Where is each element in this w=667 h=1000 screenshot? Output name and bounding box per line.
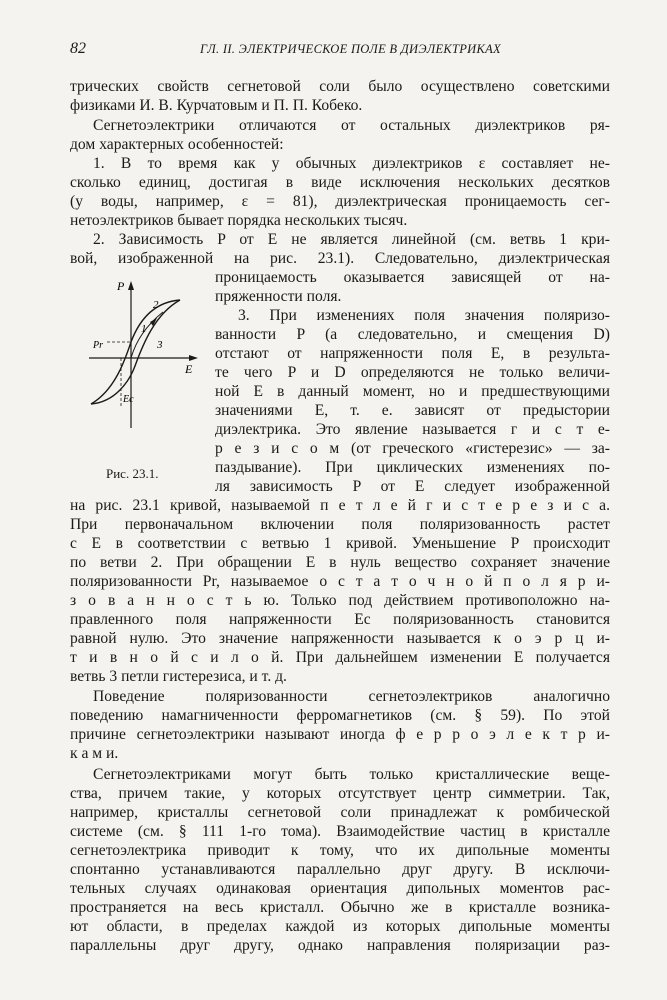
axis-y-label: P <box>117 279 125 293</box>
figure-caption: Рис. 23.1. <box>106 466 159 481</box>
text-line: Сегнетоэлектрики отличаются от остальных диэлектриков ря- <box>93 117 610 134</box>
text-line: поляризованности Pr, называемое о с т а т о ч н о й п о л я р и- <box>70 573 610 590</box>
text-line: з о в а н н о с т ь ю. Только под действием противоположно на- <box>70 592 610 609</box>
branch-1-label: 1 <box>141 323 147 335</box>
text-line: р е з и с о м (от греческого «гистерезис» — за- <box>215 440 610 457</box>
pr-label: Pr <box>93 340 103 351</box>
text-line: спонтанно устанавливаются параллельно друг другу. В исключи- <box>70 861 610 878</box>
text-line: правленного поля напряженности Ec поляризованность становится <box>70 611 610 628</box>
text-line: системе (см. § 111 1-го тома). Взаимодействие частиц в кристалле <box>70 823 610 840</box>
text-line: нетоэлектриков бывает порядка нескольких тысяч. <box>70 212 408 229</box>
text-line: тельных случаях одинаковая ориентация дипольных моментов рас- <box>70 880 610 897</box>
text-line: ля зависимость P от E следует изображенной <box>215 478 610 495</box>
branch-3-label: 3 <box>157 339 163 351</box>
text-line: ветвь 3 петли гистерезиса, и т. д. <box>70 668 287 685</box>
e-axis-arrow <box>189 355 198 361</box>
branch-2-curve <box>91 300 180 404</box>
text-line: (у воды, например, ε = 81), диэлектрическая проницаемость сег- <box>70 193 610 210</box>
text-line: вой, изображенной на рис. 23.1). Следовательно, диэлектрическая <box>70 250 610 267</box>
text-line: сегнетоэлектрика приводит к тому, что их дипольные моменты <box>70 842 610 859</box>
text-line: пряженности поля. <box>215 288 342 305</box>
text-line: отстают от напряженности поля E, в результа- <box>215 345 610 362</box>
text-line: на рис. 23.1 кривой, называемой п е т л е й г и с т е р е з и с а. <box>70 497 610 514</box>
text-line: трических свойств сегнетовой соли было осуществлено советскими <box>70 78 610 95</box>
p-axis-arrow <box>128 281 134 290</box>
text-line: диэлектрика. Это явление называется г и с т е- <box>215 421 610 438</box>
text-line: 1. В то время как у обычных диэлектриков ε составляет не- <box>93 155 610 172</box>
text-line: причине сегнетоэлектрики называют иногда ф е р р о э л е к т р и- <box>70 726 610 743</box>
text-line: 2. Зависимость P от E не является линейной (см. ветвь 1 кри- <box>93 231 610 248</box>
text-line: по ветви 2. При обращении E в нуль вещество сохраняет значение <box>70 554 610 571</box>
text-line: паздывание). При циклических изменениях по- <box>215 459 610 476</box>
text-line: ства, причем такие, у которых отсутствует центр симметрии. Так, <box>70 785 610 802</box>
text-line: ванности P (а следовательно, и смещения D) <box>215 326 610 343</box>
running-head: ГЛ. II. ЭЛЕКТРИЧЕСКОЕ ПОЛЕ В ДИЭЛЕКТРИКАХ <box>200 42 501 56</box>
text-line: с E в соответствии с ветвью 1 кривой. Уменьшение P происходит <box>70 535 610 552</box>
text-line: сколько единиц, достигая в виде исключения нескольких десятков <box>70 174 610 191</box>
text-line: параллельны друг другу, однако направления поляризации раз- <box>70 937 610 954</box>
ec-label: Ec <box>123 394 134 405</box>
text-line: Сегнетоэлектриками могут быть только кристаллические веще- <box>93 766 610 783</box>
text-line: те чего P и D определяются не только величи- <box>215 364 610 381</box>
text-line: ют области, в пределах каждой из которых дипольные моменты <box>70 918 610 935</box>
text-line: поведению намагниченности ферромагнетиков (см. § 59). По этой <box>70 707 610 724</box>
text-line: Поведение поляризованности сегнетоэлектриков аналогично <box>93 688 610 705</box>
text-line: ной E в данный момент, но и предшествующими <box>215 383 610 400</box>
text-line: При первоначальном включении поля поляризованность растет <box>70 516 610 533</box>
text-line: физиками И. В. Курчатовым и П. П. Кобеко. <box>70 97 363 114</box>
axis-x-label: E <box>185 362 193 376</box>
hysteresis-loop-figure <box>85 278 205 438</box>
page-header <box>70 40 610 60</box>
text-line: т и в н о й с и л о й. При дальнейшем изменении E получается <box>70 649 610 666</box>
text-line: проницаемость оказывается зависящей от на- <box>215 269 610 286</box>
page-number: 82 <box>70 40 86 57</box>
branch-3-curve <box>91 300 180 404</box>
text-line: значениями E, т. е. зависят от предыстории <box>215 402 610 419</box>
text-line: 3. При изменениях поля значения поляризо- <box>238 307 610 324</box>
branch-2-label: 2 <box>153 299 159 311</box>
text-line: например, кристаллы сегнетовой соли принадлежат к ромбической <box>70 804 610 821</box>
text-line: равной нулю. Это значение напряженности называется к о э р ц и- <box>70 630 610 647</box>
text-line: дом характерных особенностей: <box>70 136 284 153</box>
text-line: к а м и. <box>70 745 119 762</box>
text-line: пространяется на весь кристалл. Обычно же в кристалле возника- <box>70 899 610 916</box>
